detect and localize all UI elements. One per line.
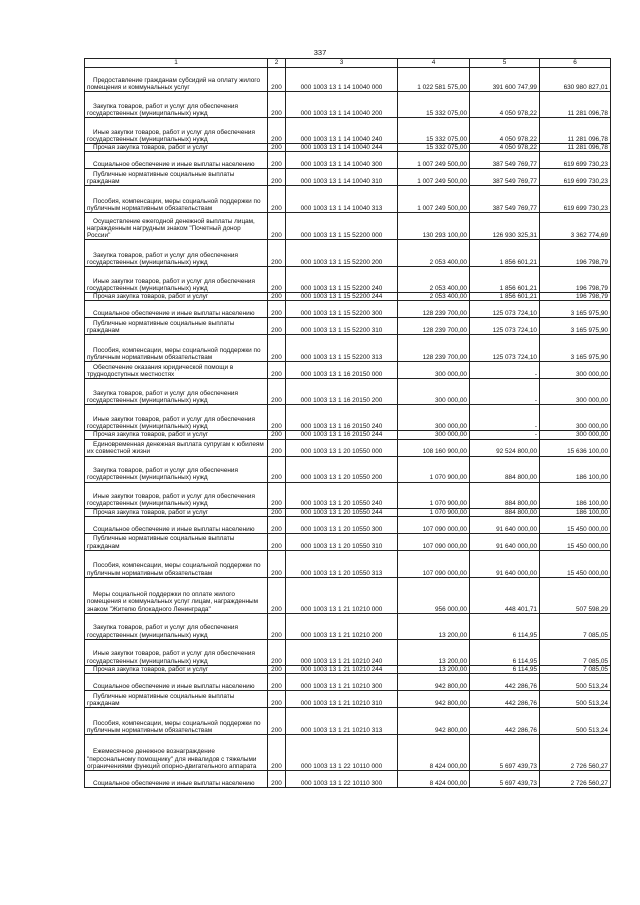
remaining-amount-cell: 11 281 096,78: [540, 144, 611, 152]
budget-code-cell: 000 1003 13 1 14 10040 240: [286, 118, 398, 144]
remaining-amount-cell: 7 085,05: [540, 639, 611, 665]
column-header: 4: [398, 59, 470, 68]
executed-amount-cell: -: [470, 379, 540, 405]
approved-amount-cell: 128 239 700,00: [398, 318, 470, 335]
row-name-cell: Осуществление ежегодной денежной выплаты лицам, награжденным нагрудным знаком "Почетный донор России": [85, 213, 268, 240]
executed-amount-cell: 391 600 747,99: [470, 68, 540, 92]
remaining-amount-cell: 7 085,05: [540, 613, 611, 639]
approved-amount-cell: 1 007 249 500,00: [398, 152, 470, 169]
approved-amount-cell: 13 200,00: [398, 639, 470, 665]
budget-code-cell: 000 1003 13 1 20 10550 200: [286, 456, 398, 482]
row-name-cell: Иные закупки товаров, работ и услуг для обеспечения государственных (муниципальных) нужд: [85, 118, 268, 144]
table-row: [85, 301, 611, 318]
executed-amount-cell: 6 114,95: [470, 613, 540, 639]
row-name-cell: Единовременная денежная выплата супругам к юбилеям их совместной жизни: [85, 439, 268, 456]
budget-code-cell: 000 1003 13 1 20 10550 240: [286, 482, 398, 508]
table-row: [85, 734, 611, 770]
remaining-amount-cell: 196 798,79: [540, 267, 611, 293]
row-name-cell: Закупка товаров, работ и услуг для обеспечения государственных (муниципальных) нужд: [85, 613, 268, 639]
remaining-amount-cell: 300 000,00: [540, 362, 611, 379]
remaining-amount-cell: 196 798,79: [540, 240, 611, 267]
budget-code-cell: 000 1003 13 1 21 10210 300: [286, 673, 398, 690]
table-row: [85, 68, 611, 92]
admin-code-cell: 200: [268, 152, 286, 169]
approved-amount-cell: 942 800,00: [398, 690, 470, 707]
executed-amount-cell: 387 549 769,77: [470, 169, 540, 186]
approved-amount-cell: 13 200,00: [398, 613, 470, 639]
remaining-amount-cell: 507 598,29: [540, 577, 611, 613]
executed-amount-cell: 884 800,00: [470, 508, 540, 516]
budget-code-cell: 000 1003 13 1 15 52200 244: [286, 293, 398, 301]
executed-amount-cell: 1 856 601,21: [470, 267, 540, 293]
table-row: [85, 577, 611, 613]
remaining-amount-cell: 7 085,05: [540, 665, 611, 673]
column-header: 6: [540, 59, 611, 68]
budget-code-cell: 000 1003 13 1 22 10110 000: [286, 734, 398, 770]
admin-code-cell: 200: [268, 613, 286, 639]
table-row: [85, 482, 611, 508]
table-row: [85, 92, 611, 118]
table-row: [85, 439, 611, 456]
column-header: 1: [85, 59, 268, 68]
row-name-cell: Иные закупки товаров, работ и услуг для обеспечения государственных (муниципальных) нужд: [85, 267, 268, 293]
budget-code-cell: 000 1003 13 1 21 10210 000: [286, 577, 398, 613]
budget-code-cell: 000 1003 13 1 20 10550 313: [286, 550, 398, 577]
executed-amount-cell: 5 697 439,73: [470, 734, 540, 770]
admin-code-cell: 200: [268, 665, 286, 673]
table-row: [85, 639, 611, 665]
remaining-amount-cell: 500 513,24: [540, 690, 611, 707]
approved-amount-cell: 1 070 900,00: [398, 508, 470, 516]
table-row: [85, 186, 611, 213]
row-name-cell: Пособия, компенсации, меры социальной поддержки по публичным нормативным обязательствам: [85, 550, 268, 577]
budget-code-cell: 000 1003 13 1 15 52200 000: [286, 213, 398, 240]
admin-code-cell: 200: [268, 516, 286, 533]
admin-code-cell: 200: [268, 431, 286, 439]
admin-code-cell: 200: [268, 379, 286, 405]
row-name-cell: Иные закупки товаров, работ и услуг для обеспечения государственных (муниципальных) нужд: [85, 405, 268, 431]
admin-code-cell: 200: [268, 186, 286, 213]
budget-code-cell: 000 1003 13 1 15 52200 313: [286, 335, 398, 362]
approved-amount-cell: 1 070 900,00: [398, 482, 470, 508]
admin-code-cell: 200: [268, 240, 286, 267]
approved-amount-cell: 1 022 581 575,00: [398, 68, 470, 92]
approved-amount-cell: 300 000,00: [398, 362, 470, 379]
row-name-cell: Предоставление гражданам субсидий на оплату жилого помещения и коммунальных услуг: [85, 68, 268, 92]
table-row: [85, 144, 611, 152]
table-row: [85, 293, 611, 301]
admin-code-cell: 200: [268, 707, 286, 734]
budget-code-cell: 000 1003 13 1 14 10040 300: [286, 152, 398, 169]
remaining-amount-cell: 186 100,00: [540, 482, 611, 508]
admin-code-cell: 200: [268, 293, 286, 301]
table-row: [85, 707, 611, 734]
budget-code-cell: 000 1003 13 1 14 10040 200: [286, 92, 398, 118]
row-name-cell: Пособия, компенсации, меры социальной поддержки по публичным нормативным обязательствам: [85, 335, 268, 362]
budget-code-cell: 000 1003 13 1 20 10550 300: [286, 516, 398, 533]
budget-code-cell: 000 1003 13 1 20 10550 000: [286, 439, 398, 456]
admin-code-cell: 200: [268, 92, 286, 118]
executed-amount-cell: 91 640 000,00: [470, 516, 540, 533]
table-row: [85, 267, 611, 293]
row-name-cell: Социальное обеспечение и иные выплаты населению: [85, 301, 268, 318]
approved-amount-cell: 2 053 400,00: [398, 240, 470, 267]
approved-amount-cell: 128 239 700,00: [398, 301, 470, 318]
executed-amount-cell: 1 856 601,21: [470, 240, 540, 267]
executed-amount-cell: 387 549 769,77: [470, 186, 540, 213]
admin-code-cell: 200: [268, 482, 286, 508]
budget-code-cell: 000 1003 13 1 21 10210 244: [286, 665, 398, 673]
executed-amount-cell: 125 073 724,10: [470, 318, 540, 335]
row-name-cell: Закупка товаров, работ и услуг для обеспечения государственных (муниципальных) нужд: [85, 456, 268, 482]
remaining-amount-cell: 3 165 975,90: [540, 301, 611, 318]
remaining-amount-cell: 630 980 827,01: [540, 68, 611, 92]
admin-code-cell: 200: [268, 639, 286, 665]
admin-code-cell: 200: [268, 213, 286, 240]
remaining-amount-cell: 15 450 000,00: [540, 533, 611, 550]
row-name-cell: Публичные нормативные социальные выплаты гражданам: [85, 533, 268, 550]
admin-code-cell: 200: [268, 318, 286, 335]
row-name-cell: Иные закупки товаров, работ и услуг для обеспечения государственных (муниципальных) нужд: [85, 639, 268, 665]
approved-amount-cell: 128 239 700,00: [398, 335, 470, 362]
column-header: 2: [268, 59, 286, 68]
admin-code-cell: 200: [268, 770, 286, 787]
row-name-cell: Меры социальной поддержки по оплате жилого помещения и коммунальных услуг лицам, награжденным знаком "Жителю блокадного Ленинграда": [85, 577, 268, 613]
row-name-cell: Пособия, компенсации, меры социальной поддержки по публичным нормативным обязательствам: [85, 707, 268, 734]
approved-amount-cell: 108 160 900,00: [398, 439, 470, 456]
table-row: [85, 456, 611, 482]
remaining-amount-cell: 15 636 100,00: [540, 439, 611, 456]
executed-amount-cell: 884 800,00: [470, 456, 540, 482]
table-row: [85, 550, 611, 577]
admin-code-cell: 200: [268, 68, 286, 92]
column-number-row: [85, 59, 611, 68]
executed-amount-cell: 442 286,76: [470, 673, 540, 690]
executed-amount-cell: 91 640 000,00: [470, 550, 540, 577]
budget-code-cell: 000 1003 13 1 15 52200 310: [286, 318, 398, 335]
row-name-cell: Публичные нормативные социальные выплаты гражданам: [85, 690, 268, 707]
budget-code-cell: 000 1003 13 1 16 20150 000: [286, 362, 398, 379]
budget-code-cell: 000 1003 13 1 22 10110 300: [286, 770, 398, 787]
page-number: 337: [313, 48, 327, 57]
admin-code-cell: 200: [268, 362, 286, 379]
executed-amount-cell: 91 640 000,00: [470, 533, 540, 550]
admin-code-cell: 200: [268, 508, 286, 516]
executed-amount-cell: 884 800,00: [470, 482, 540, 508]
remaining-amount-cell: 3 165 975,90: [540, 335, 611, 362]
admin-code-cell: 200: [268, 577, 286, 613]
admin-code-cell: 200: [268, 550, 286, 577]
column-header: 3: [286, 59, 398, 68]
table-row: [85, 673, 611, 690]
table-body: [85, 68, 611, 788]
approved-amount-cell: 15 332 075,00: [398, 92, 470, 118]
table-row: [85, 240, 611, 267]
remaining-amount-cell: 186 100,00: [540, 508, 611, 516]
admin-code-cell: 200: [268, 533, 286, 550]
table-row: [85, 770, 611, 787]
approved-amount-cell: 13 200,00: [398, 665, 470, 673]
executed-amount-cell: 6 114,95: [470, 639, 540, 665]
approved-amount-cell: 2 053 400,00: [398, 293, 470, 301]
remaining-amount-cell: 619 699 730,23: [540, 169, 611, 186]
remaining-amount-cell: 619 699 730,23: [540, 152, 611, 169]
budget-code-cell: 000 1003 13 1 21 10210 240: [286, 639, 398, 665]
admin-code-cell: 200: [268, 673, 286, 690]
table-row: [85, 379, 611, 405]
row-name-cell: Прочая закупка товаров, работ и услуг: [85, 665, 268, 673]
table-row: [85, 169, 611, 186]
column-header: 5: [470, 59, 540, 68]
admin-code-cell: 200: [268, 734, 286, 770]
row-name-cell: Закупка товаров, работ и услуг для обеспечения государственных (муниципальных) нужд: [85, 92, 268, 118]
row-name-cell: Прочая закупка товаров, работ и услуг: [85, 431, 268, 439]
admin-code-cell: 200: [268, 144, 286, 152]
executed-amount-cell: -: [470, 431, 540, 439]
remaining-amount-cell: 300 000,00: [540, 405, 611, 431]
executed-amount-cell: 387 549 769,77: [470, 152, 540, 169]
admin-code-cell: 200: [268, 267, 286, 293]
executed-amount-cell: 125 073 724,10: [470, 335, 540, 362]
table-row: [85, 516, 611, 533]
admin-code-cell: 200: [268, 456, 286, 482]
budget-code-cell: 000 1003 13 1 15 52200 240: [286, 267, 398, 293]
remaining-amount-cell: 196 798,79: [540, 293, 611, 301]
row-name-cell: Иные закупки товаров, работ и услуг для обеспечения государственных (муниципальных) нужд: [85, 482, 268, 508]
table-row: [85, 152, 611, 169]
row-name-cell: Закупка товаров, работ и услуг для обеспечения государственных (муниципальных) нужд: [85, 379, 268, 405]
row-name-cell: Пособия, компенсации, меры социальной поддержки по публичным нормативным обязательствам: [85, 186, 268, 213]
remaining-amount-cell: 619 699 730,23: [540, 186, 611, 213]
table-row: [85, 431, 611, 439]
row-name-cell: Социальное обеспечение и иные выплаты населению: [85, 673, 268, 690]
executed-amount-cell: 448 401,71: [470, 577, 540, 613]
admin-code-cell: 200: [268, 335, 286, 362]
remaining-amount-cell: 500 513,24: [540, 673, 611, 690]
row-name-cell: Прочая закупка товаров, работ и услуг: [85, 508, 268, 516]
row-name-cell: Публичные нормативные социальные выплаты гражданам: [85, 169, 268, 186]
approved-amount-cell: 107 090 000,00: [398, 550, 470, 577]
approved-amount-cell: 1 070 900,00: [398, 456, 470, 482]
executed-amount-cell: 5 697 439,73: [470, 770, 540, 787]
budget-code-cell: 000 1003 13 1 21 10210 310: [286, 690, 398, 707]
row-name-cell: Публичные нормативные социальные выплаты гражданам: [85, 318, 268, 335]
remaining-amount-cell: 300 000,00: [540, 379, 611, 405]
approved-amount-cell: 300 000,00: [398, 405, 470, 431]
executed-amount-cell: 1 856 601,21: [470, 293, 540, 301]
remaining-amount-cell: 300 000,00: [540, 431, 611, 439]
approved-amount-cell: 1 007 249 500,00: [398, 186, 470, 213]
table-row: [85, 533, 611, 550]
executed-amount-cell: 125 073 724,10: [470, 301, 540, 318]
approved-amount-cell: 8 424 000,00: [398, 734, 470, 770]
approved-amount-cell: 942 800,00: [398, 673, 470, 690]
table-row: [85, 508, 611, 516]
approved-amount-cell: 956 000,00: [398, 577, 470, 613]
budget-code-cell: 000 1003 13 1 21 10210 313: [286, 707, 398, 734]
admin-code-cell: 200: [268, 690, 286, 707]
executed-amount-cell: -: [470, 405, 540, 431]
table-row: [85, 118, 611, 144]
executed-amount-cell: 92 524 800,00: [470, 439, 540, 456]
budget-code-cell: 000 1003 13 1 15 52200 200: [286, 240, 398, 267]
table-row: [85, 362, 611, 379]
budget-code-cell: 000 1003 13 1 16 20150 200: [286, 379, 398, 405]
budget-code-cell: 000 1003 13 1 16 20150 240: [286, 405, 398, 431]
budget-code-cell: 000 1003 13 1 14 10040 310: [286, 169, 398, 186]
executed-amount-cell: 4 050 978,22: [470, 144, 540, 152]
approved-amount-cell: 1 007 249 500,00: [398, 169, 470, 186]
executed-amount-cell: 442 286,76: [470, 690, 540, 707]
row-name-cell: Социальное обеспечение и иные выплаты населению: [85, 516, 268, 533]
budget-code-cell: 000 1003 13 1 14 10040 313: [286, 186, 398, 213]
row-name-cell: Обеспечение оказания юридической помощи в труднодоступных местностях: [85, 362, 268, 379]
budget-code-cell: 000 1003 13 1 21 10210 200: [286, 613, 398, 639]
admin-code-cell: 200: [268, 301, 286, 318]
row-name-cell: Социальное обеспечение и иные выплаты населению: [85, 770, 268, 787]
budget-code-cell: 000 1003 13 1 20 10550 310: [286, 533, 398, 550]
executed-amount-cell: -: [470, 362, 540, 379]
executed-amount-cell: 4 050 978,22: [470, 118, 540, 144]
approved-amount-cell: 300 000,00: [398, 431, 470, 439]
table-row: [85, 335, 611, 362]
table-row: [85, 213, 611, 240]
remaining-amount-cell: 15 450 000,00: [540, 550, 611, 577]
remaining-amount-cell: 500 513,24: [540, 707, 611, 734]
approved-amount-cell: 15 332 075,00: [398, 118, 470, 144]
remaining-amount-cell: 11 281 096,78: [540, 92, 611, 118]
executed-amount-cell: 6 114,95: [470, 665, 540, 673]
budget-code-cell: 000 1003 13 1 14 10040 244: [286, 144, 398, 152]
table-row: [85, 665, 611, 673]
remaining-amount-cell: 2 726 560,27: [540, 770, 611, 787]
budget-code-cell: 000 1003 13 1 15 52200 300: [286, 301, 398, 318]
row-name-cell: Прочая закупка товаров, работ и услуг: [85, 293, 268, 301]
approved-amount-cell: 130 293 100,00: [398, 213, 470, 240]
approved-amount-cell: 942 800,00: [398, 707, 470, 734]
table-row: [85, 613, 611, 639]
executed-amount-cell: 4 050 978,22: [470, 92, 540, 118]
budget-execution-table: [84, 58, 611, 788]
remaining-amount-cell: 3 362 774,69: [540, 213, 611, 240]
remaining-amount-cell: 186 100,00: [540, 456, 611, 482]
admin-code-cell: 200: [268, 169, 286, 186]
admin-code-cell: 200: [268, 405, 286, 431]
executed-amount-cell: 442 286,76: [470, 707, 540, 734]
approved-amount-cell: 15 332 075,00: [398, 144, 470, 152]
remaining-amount-cell: 3 165 975,90: [540, 318, 611, 335]
approved-amount-cell: 107 090 000,00: [398, 533, 470, 550]
row-name-cell: Ежемесячное денежное вознаграждение "персональному помощнику" для инвалидов с тяжелыми ограничениями функций опорно-двигательного аппарата: [85, 734, 268, 770]
budget-code-cell: 000 1003 13 1 14 10040 000: [286, 68, 398, 92]
row-name-cell: Закупка товаров, работ и услуг для обеспечения государственных (муниципальных) нужд: [85, 240, 268, 267]
approved-amount-cell: 8 424 000,00: [398, 770, 470, 787]
table-row: [85, 690, 611, 707]
approved-amount-cell: 2 053 400,00: [398, 267, 470, 293]
remaining-amount-cell: 15 450 000,00: [540, 516, 611, 533]
approved-amount-cell: 300 000,00: [398, 379, 470, 405]
row-name-cell: Прочая закупка товаров, работ и услуг: [85, 144, 268, 152]
budget-code-cell: 000 1003 13 1 16 20150 244: [286, 431, 398, 439]
executed-amount-cell: 126 930 325,31: [470, 213, 540, 240]
admin-code-cell: 200: [268, 439, 286, 456]
remaining-amount-cell: 2 726 560,27: [540, 734, 611, 770]
admin-code-cell: 200: [268, 118, 286, 144]
approved-amount-cell: 107 090 000,00: [398, 516, 470, 533]
table-row: [85, 405, 611, 431]
budget-code-cell: 000 1003 13 1 20 10550 244: [286, 508, 398, 516]
row-name-cell: Социальное обеспечение и иные выплаты населению: [85, 152, 268, 169]
table-row: [85, 318, 611, 335]
remaining-amount-cell: 11 281 096,78: [540, 118, 611, 144]
